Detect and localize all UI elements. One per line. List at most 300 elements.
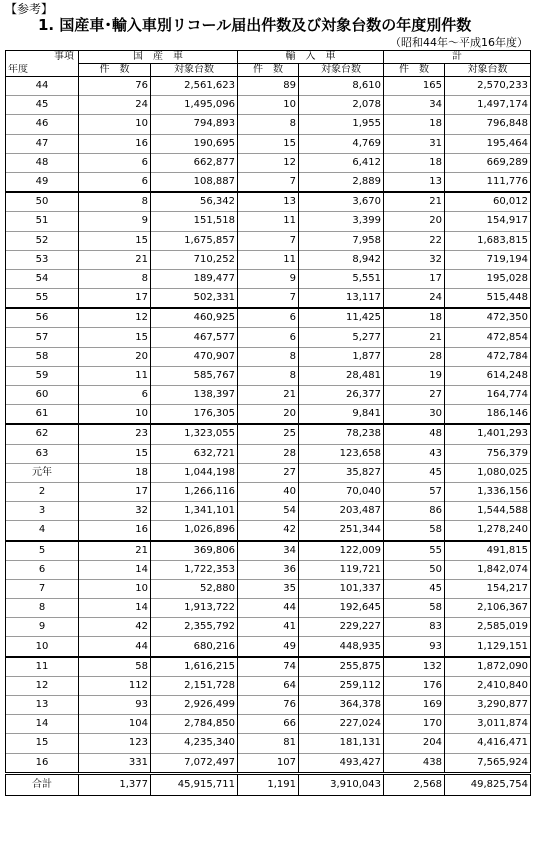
domestic-count-cell: 331 [79,753,151,773]
table-total [6,773,531,795]
total-units-cell: 669,289 [445,153,531,172]
domestic-count-cell: 42 [79,618,151,637]
total-units-cell: 1,683,815 [445,231,531,250]
total-count-cell: 169 [384,696,445,715]
table-row [6,637,531,657]
domestic-units-cell: 2,784,850 [151,715,238,734]
col-imported-count: 件 数 [238,64,299,77]
domestic-units-cell: 1,495,096 [151,96,238,115]
year-cell: 54 [6,269,79,288]
imported-count-cell: 6 [238,328,299,347]
year-cell: 2 [6,482,79,501]
domestic-units-cell: 2,355,792 [151,618,238,637]
domestic-units-cell: 1,323,055 [151,424,238,444]
total-count-cell: 18 [384,308,445,328]
year-cell: 13 [6,696,79,715]
table-row [6,153,531,172]
total-units-cell: 796,848 [445,115,531,134]
total-units-cell: 472,784 [445,347,531,366]
year-cell: 9 [6,618,79,637]
imported-units-cell: 181,131 [299,734,384,753]
total-count-cell: 50 [384,560,445,579]
total-count-cell: 86 [384,502,445,521]
domestic-count-cell: 6 [79,386,151,405]
domestic-units-cell: 710,252 [151,250,238,269]
year-cell: 4 [6,521,79,541]
domestic-count-cell: 10 [79,579,151,598]
total-units-cell: 515,448 [445,289,531,309]
total-units-cell: 3,290,877 [445,696,531,715]
imported-count-cell: 12 [238,153,299,172]
total-units-cell: 1,080,025 [445,463,531,482]
imported-units-cell: 35,827 [299,463,384,482]
imported-count-cell: 6 [238,308,299,328]
total-count-cell: 45 [384,463,445,482]
year-cell: 59 [6,366,79,385]
total-count-cell: 58 [384,521,445,541]
imported-units-cell: 70,040 [299,482,384,501]
total-count-cell: 18 [384,153,445,172]
imported-count-cell: 25 [238,424,299,444]
imported-count-cell: 9 [238,269,299,288]
domestic-units-cell: 108,887 [151,172,238,192]
imported-count-cell: 66 [238,715,299,734]
imported-count-cell: 27 [238,463,299,482]
domestic-count-cell: 15 [79,231,151,250]
domestic-count-cell: 93 [79,696,151,715]
year-cell: 62 [6,424,79,444]
year-cell: 63 [6,444,79,463]
domestic-count-cell: 10 [79,115,151,134]
header-row-columns [6,64,531,77]
year-cell: 7 [6,579,79,598]
table-row [6,424,531,444]
domestic-units-cell: 680,216 [151,637,238,657]
imported-count-cell: 15 [238,134,299,153]
year-cell: 6 [6,560,79,579]
table-row [6,172,531,192]
domestic-count-cell: 15 [79,328,151,347]
total-count-cell: 132 [384,657,445,677]
domestic-count-cell: 76 [79,77,151,96]
table-row [6,192,531,212]
imported-units-cell: 101,337 [299,579,384,598]
imported-units-cell: 364,378 [299,696,384,715]
col-total-count: 件 数 [384,64,445,77]
domestic-count-cell: 20 [79,347,151,366]
domestic-units-cell: 1,044,198 [151,463,238,482]
imported-units-cell: 1,955 [299,115,384,134]
total-count-cell: 438 [384,753,445,773]
total-units-cell: 1,872,090 [445,657,531,677]
table-row [6,115,531,134]
imported-units-cell: 203,487 [299,502,384,521]
total-units-cell: 2,410,840 [445,676,531,695]
year-cell: 3 [6,502,79,521]
imported-count-cell: 8 [238,366,299,385]
total-units-cell: 7,565,924 [445,753,531,773]
domestic-units-cell: 369,806 [151,541,238,561]
domestic-units-cell: 190,695 [151,134,238,153]
imported-units-cell: 6,412 [299,153,384,172]
domestic-units-cell: 52,880 [151,579,238,598]
year-cell: 55 [6,289,79,309]
total-units-cell: 3,011,874 [445,715,531,734]
domestic-units-cell: 1,266,116 [151,482,238,501]
total-count-cell: 17 [384,269,445,288]
domestic-units-cell: 502,331 [151,289,238,309]
imported-units-cell: 119,721 [299,560,384,579]
domestic-units-cell: 1,341,101 [151,502,238,521]
total-count-cell: 27 [384,386,445,405]
imported-count-cell: 28 [238,444,299,463]
imported-units-cell: 13,117 [299,289,384,309]
imported-units-cell: 123,658 [299,444,384,463]
table-row [6,753,531,773]
col-imported-units: 対象台数 [299,64,384,77]
domestic-count-cell: 8 [79,192,151,212]
table-row [6,250,531,269]
total-count-cell: 32 [384,250,445,269]
total-units-cell: 1,544,588 [445,502,531,521]
imported-units-cell: 3,399 [299,212,384,231]
year-cell: 46 [6,115,79,134]
domestic-units-cell: 662,877 [151,153,238,172]
domestic-count-cell: 14 [79,560,151,579]
imported-units-cell: 493,427 [299,753,384,773]
total-units-cell: 1,497,174 [445,96,531,115]
col-total-units: 対象台数 [445,64,531,77]
table-row [6,541,531,561]
year-cell: 58 [6,347,79,366]
total-count-cell: 48 [384,424,445,444]
year-cell: 47 [6,134,79,153]
total-imported-units: 3,910,043 [299,773,384,795]
total-units-cell: 186,146 [445,405,531,425]
domestic-count-cell: 112 [79,676,151,695]
imported-units-cell: 26,377 [299,386,384,405]
domestic-count-cell: 15 [79,444,151,463]
table-row [6,502,531,521]
imported-units-cell: 11,425 [299,308,384,328]
total-count-cell: 170 [384,715,445,734]
imported-count-cell: 11 [238,250,299,269]
total-units-cell: 1,336,156 [445,482,531,501]
domestic-count-cell: 11 [79,366,151,385]
imported-count-cell: 13 [238,192,299,212]
imported-units-cell: 5,551 [299,269,384,288]
table-row [6,618,531,637]
imported-units-cell: 229,227 [299,618,384,637]
total-count-cell: 176 [384,676,445,695]
table-row [6,579,531,598]
total-units-cell: 719,194 [445,250,531,269]
table-row [6,482,531,501]
total-units-cell: 472,854 [445,328,531,347]
total-count-cell: 34 [384,96,445,115]
domestic-units-cell: 585,767 [151,366,238,385]
table-row [6,463,531,482]
imported-units-cell: 122,009 [299,541,384,561]
year-cell: 11 [6,657,79,677]
domestic-units-cell: 1,675,857 [151,231,238,250]
imported-units-cell: 251,344 [299,521,384,541]
total-count-cell: 30 [384,405,445,425]
domestic-units-cell: 460,925 [151,308,238,328]
table-row [6,715,531,734]
domestic-units-cell: 2,926,499 [151,696,238,715]
imported-count-cell: 81 [238,734,299,753]
total-row [6,773,531,795]
imported-units-cell: 8,610 [299,77,384,96]
imported-units-cell: 4,769 [299,134,384,153]
imported-count-cell: 21 [238,386,299,405]
total-count-cell: 83 [384,618,445,637]
group-domestic-header: 国 産 車 [79,51,238,64]
imported-units-cell: 227,024 [299,715,384,734]
total-count-cell: 45 [384,579,445,598]
total-count-cell: 24 [384,289,445,309]
domestic-count-cell: 21 [79,250,151,269]
total-count-cell: 204 [384,734,445,753]
year-cell: 53 [6,250,79,269]
domestic-units-cell: 56,342 [151,192,238,212]
period-note: （昭和44年～平成16年度） [390,36,528,49]
domestic-count-cell: 18 [79,463,151,482]
total-units-cell: 195,028 [445,269,531,288]
imported-units-cell: 8,942 [299,250,384,269]
total-count-cell: 43 [384,444,445,463]
domestic-units-cell: 1,026,896 [151,521,238,541]
table-row [6,212,531,231]
imported-count-cell: 44 [238,599,299,618]
imported-units-cell: 255,875 [299,657,384,677]
imported-units-cell: 448,935 [299,637,384,657]
domestic-count-cell: 6 [79,153,151,172]
domestic-count-cell: 32 [79,502,151,521]
table-row [6,134,531,153]
table-row [6,734,531,753]
domestic-units-cell: 151,518 [151,212,238,231]
year-cell: 元年 [6,463,79,482]
imported-count-cell: 36 [238,560,299,579]
total-count-cell: 13 [384,172,445,192]
imported-units-cell: 9,841 [299,405,384,425]
imported-count-cell: 7 [238,172,299,192]
total-total-units: 49,825,754 [445,773,531,795]
domestic-units-cell: 1,616,215 [151,657,238,677]
group-imported-header: 輸 入 車 [238,51,384,64]
table-row [6,347,531,366]
domestic-units-cell: 189,477 [151,269,238,288]
imported-count-cell: 76 [238,696,299,715]
domestic-units-cell: 1,913,722 [151,599,238,618]
reference-tag: 【参考】 [5,2,54,16]
year-cell: 49 [6,172,79,192]
domestic-units-cell: 2,151,728 [151,676,238,695]
total-units-cell: 491,815 [445,541,531,561]
col-domestic-count: 件 数 [79,64,151,77]
total-units-cell: 164,774 [445,386,531,405]
table-row [6,521,531,541]
total-domestic-units: 45,915,711 [151,773,238,795]
domestic-units-cell: 632,721 [151,444,238,463]
total-units-cell: 614,248 [445,366,531,385]
year-cell: 51 [6,212,79,231]
year-cell: 45 [6,96,79,115]
domestic-count-cell: 16 [79,521,151,541]
table-row [6,599,531,618]
domestic-units-cell: 1,722,353 [151,560,238,579]
domestic-count-cell: 10 [79,405,151,425]
imported-count-cell: 107 [238,753,299,773]
table-row [6,77,531,96]
total-count-cell: 57 [384,482,445,501]
domestic-units-cell: 467,577 [151,328,238,347]
domestic-count-cell: 17 [79,482,151,501]
year-cell: 15 [6,734,79,753]
total-units-cell: 1,401,293 [445,424,531,444]
col-domestic-units: 対象台数 [151,64,238,77]
total-units-cell: 2,106,367 [445,599,531,618]
domestic-count-cell: 14 [79,599,151,618]
year-cell: 48 [6,153,79,172]
table-row [6,289,531,309]
imported-units-cell: 28,481 [299,366,384,385]
domestic-count-cell: 44 [79,637,151,657]
imported-units-cell: 3,670 [299,192,384,212]
table-row [6,328,531,347]
imported-units-cell: 2,889 [299,172,384,192]
total-units-cell: 1,129,151 [445,637,531,657]
imported-units-cell: 192,645 [299,599,384,618]
year-cell: 16 [6,753,79,773]
domestic-units-cell: 7,072,497 [151,753,238,773]
year-cell: 12 [6,676,79,695]
imported-count-cell: 41 [238,618,299,637]
table-row [6,269,531,288]
table-row [6,657,531,677]
domestic-count-cell: 104 [79,715,151,734]
table-row [6,676,531,695]
imported-count-cell: 42 [238,521,299,541]
imported-units-cell: 1,877 [299,347,384,366]
imported-count-cell: 20 [238,405,299,425]
document-title: 1. 国産車･輸入車別リコール届出件数及び対象台数の年度別件数 [38,16,472,34]
total-count-cell: 93 [384,637,445,657]
domestic-count-cell: 58 [79,657,151,677]
total-count-cell: 22 [384,231,445,250]
year-cell: 57 [6,328,79,347]
domestic-count-cell: 9 [79,212,151,231]
total-units-cell: 154,917 [445,212,531,231]
imported-count-cell: 8 [238,115,299,134]
year-cell: 8 [6,599,79,618]
total-units-cell: 2,570,233 [445,77,531,96]
corner-year-label: 年度 [6,64,79,77]
domestic-units-cell: 4,235,340 [151,734,238,753]
year-cell: 52 [6,231,79,250]
domestic-count-cell: 24 [79,96,151,115]
domestic-count-cell: 8 [79,269,151,288]
total-count-cell: 18 [384,115,445,134]
year-cell: 56 [6,308,79,328]
table-row [6,231,531,250]
year-cell: 44 [6,77,79,96]
imported-count-cell: 10 [238,96,299,115]
total-units-cell: 472,350 [445,308,531,328]
year-cell: 50 [6,192,79,212]
domestic-count-cell: 12 [79,308,151,328]
total-count-cell: 58 [384,599,445,618]
total-units-cell: 111,776 [445,172,531,192]
recall-table [5,50,531,796]
imported-count-cell: 54 [238,502,299,521]
group-total-header: 計 [384,51,531,64]
total-domestic-count: 1,377 [79,773,151,795]
imported-count-cell: 34 [238,541,299,561]
imported-count-cell: 40 [238,482,299,501]
year-cell: 10 [6,637,79,657]
imported-units-cell: 78,238 [299,424,384,444]
imported-units-cell: 2,078 [299,96,384,115]
total-count-cell: 55 [384,541,445,561]
total-count-cell: 20 [384,212,445,231]
total-units-cell: 4,416,471 [445,734,531,753]
total-count-cell: 19 [384,366,445,385]
imported-count-cell: 89 [238,77,299,96]
domestic-count-cell: 123 [79,734,151,753]
total-count-cell: 21 [384,192,445,212]
table-row [6,386,531,405]
table-row [6,366,531,385]
total-count-cell: 31 [384,134,445,153]
domestic-count-cell: 21 [79,541,151,561]
domestic-count-cell: 17 [79,289,151,309]
table-row [6,696,531,715]
table-row [6,444,531,463]
total-units-cell: 154,217 [445,579,531,598]
total-count-cell: 165 [384,77,445,96]
imported-count-cell: 35 [238,579,299,598]
imported-count-cell: 74 [238,657,299,677]
corner-item-label: 事項 [6,51,79,64]
imported-count-cell: 7 [238,231,299,250]
table-row [6,560,531,579]
year-cell: 60 [6,386,79,405]
imported-count-cell: 11 [238,212,299,231]
header-row-groups [6,51,531,64]
year-cell: 61 [6,405,79,425]
imported-count-cell: 64 [238,676,299,695]
total-units-cell: 195,464 [445,134,531,153]
total-units-cell: 756,379 [445,444,531,463]
imported-count-cell: 7 [238,289,299,309]
domestic-units-cell: 2,561,623 [151,77,238,96]
total-imported-count: 1,191 [238,773,299,795]
imported-units-cell: 259,112 [299,676,384,695]
domestic-units-cell: 138,397 [151,386,238,405]
table-row [6,96,531,115]
domestic-count-cell: 16 [79,134,151,153]
total-units-cell: 2,585,019 [445,618,531,637]
total-count-cell: 28 [384,347,445,366]
table-row [6,308,531,328]
table-body [6,77,531,774]
imported-count-cell: 49 [238,637,299,657]
table-row [6,405,531,425]
domestic-units-cell: 470,907 [151,347,238,366]
